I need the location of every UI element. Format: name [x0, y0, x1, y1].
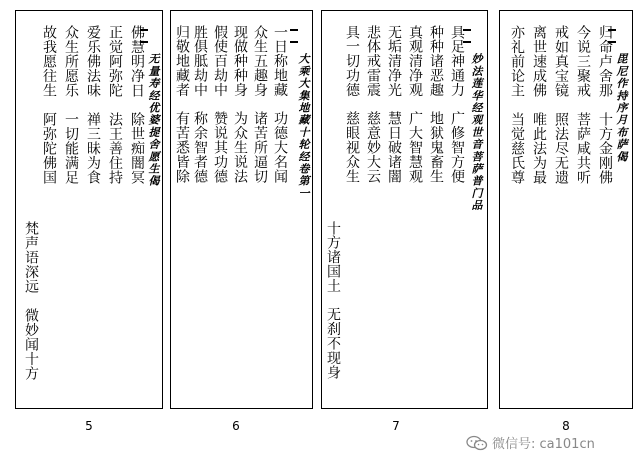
page-number-5: 5	[85, 419, 93, 433]
page-6-col-2: 众生五趣身 诸苦所逼切	[252, 25, 268, 184]
page-7-col-3: 真观清净观 广大智慧观	[407, 25, 423, 184]
page-8-col-5: 亦礼前论主 当觉慈氏尊	[509, 25, 525, 185]
page-7-col-6: 具一切功德 慈眼视众生	[344, 25, 360, 184]
page-6-dash-2	[290, 41, 298, 43]
page-8	[499, 10, 633, 409]
page-6-col-3: 现做种种身 为众生说法	[232, 25, 248, 184]
page-6-col-4: 假使百劫中 赞说其功德	[212, 25, 228, 184]
page-8-title: 毘尼作持序月布萨偈	[615, 53, 628, 163]
page-7-title: 妙法莲华经观世音菩萨普门品	[470, 53, 483, 212]
page-8-col-1: 归命卢舍那 十方金刚佛	[597, 25, 613, 185]
page-5	[15, 10, 163, 409]
page-7-col-7: 十方诸国土 无刹不现身	[325, 221, 341, 380]
page-8-col-3: 戒如真宝镜 照法尽无遗	[553, 25, 569, 185]
page-number-8: 8	[562, 419, 570, 433]
page-6-col-6: 归敬地藏者 有苦悉皆除	[174, 25, 190, 184]
page-number-7: 7	[392, 419, 400, 433]
wechat-icon	[466, 435, 488, 451]
page-6-title: 大乘大集地藏十轮经卷第一	[297, 53, 310, 200]
page-7-col-1: 具足神通力 广修智方便	[449, 25, 465, 184]
page-8-col-4: 离世速成佛 唯此法为最	[531, 25, 547, 185]
watermark-text: 微信号: ca101cn	[492, 437, 595, 452]
page-7-col-5: 悲体戒雷震 慈意妙大云	[365, 25, 381, 184]
page-6	[170, 10, 313, 409]
page-number-6: 6	[232, 419, 240, 433]
page-5-col-5: 故我愿往生 阿弥陀佛国	[41, 25, 57, 185]
page-6-col-1: 一日称地藏 功德大名闻	[272, 25, 288, 184]
overflow-columns	[0, 0, 1, 1]
page-6-col-5: 胜俱胝劫中 称余智者德	[192, 25, 208, 184]
page-7	[321, 10, 488, 409]
page-6-dash-1	[290, 29, 298, 31]
page-5-col-2: 正觉阿弥陀 法王善住持	[107, 25, 123, 185]
watermark	[466, 433, 595, 452]
page-5-col-3: 爱乐佛法味 禅三昧为食	[85, 25, 101, 185]
page-8-col-2: 今说三聚戒 菩萨咸共听	[575, 25, 591, 185]
page-5-col-1: 佛慧明净日 除世痴闇冥	[129, 25, 145, 185]
page-5-title: 无量寿经优婆提舍愿生偈	[147, 53, 160, 188]
page-7-col-2: 种种诸恶趣 地狱鬼畜生	[428, 25, 444, 184]
page-5-col-4: 众生所愿乐 一切能满足	[63, 25, 79, 185]
page-7-col-4: 无垢清净光 慧日破诸闇	[386, 25, 402, 184]
page-5-col-6: 梵声语深远 微妙闻十方	[23, 221, 39, 381]
